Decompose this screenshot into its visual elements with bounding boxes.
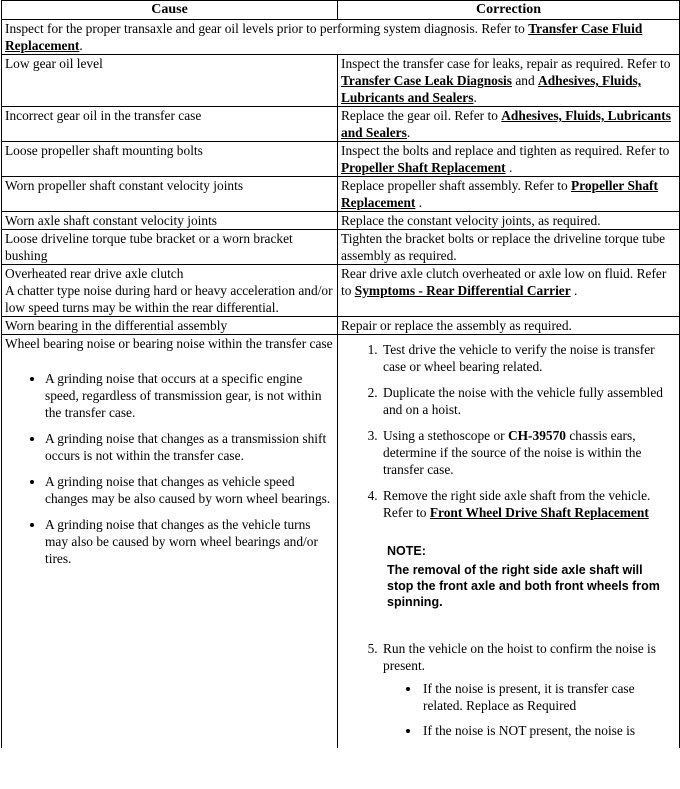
- table-row: [2, 230, 680, 265]
- propeller-shaft-link[interactable]: Propeller Shaft Replacement: [341, 160, 506, 175]
- diagnosis-table: [1, 0, 680, 748]
- adhesives-link[interactable]: Adhesives, Fluids, Lubricants and Sealers: [341, 73, 642, 105]
- bullet-list: [5, 370, 334, 567]
- cause-cell: Loose propeller shaft mounting bolts: [2, 142, 338, 177]
- cause-text: Overheated rear drive axle clutch: [5, 266, 184, 281]
- correction-text: .: [473, 90, 477, 105]
- table-row: [2, 107, 680, 142]
- correction-cell: [338, 177, 680, 212]
- list-item: [381, 427, 676, 478]
- list-item: [381, 487, 676, 610]
- correction-text: .: [570, 283, 578, 298]
- correction-cell: [338, 142, 680, 177]
- adhesives-link[interactable]: Adhesives, Fluids, Lubricants and Sealers: [341, 108, 671, 140]
- correction-cell: Tighten the bracket bolts or replace the driveline torque tube assembly as required.: [338, 230, 680, 265]
- header-row: [2, 1, 680, 20]
- correction-text: Inspect the transfer case for leaks, repair as required. Refer to: [341, 56, 671, 71]
- list-item: • A grinding noise that changes as the vehicle turns may also be caused by worn wheel bearings and/or tires.: [45, 516, 334, 567]
- table-row: [2, 335, 680, 749]
- transfer-case-fluid-link[interactable]: Transfer Case Fluid Replacement: [5, 21, 643, 53]
- intro-end: .: [79, 38, 83, 53]
- cause-cell: [2, 335, 338, 749]
- note-heading: NOTE:: [387, 544, 426, 558]
- propeller-shaft-link[interactable]: Propeller Shaft Replacement: [341, 178, 658, 210]
- list-item: 1. Test drive the vehicle to verify the noise is transfer case or wheel bearing related.: [381, 341, 676, 375]
- correction-text: Inspect the bolts and replace and tighten as required. Refer to: [341, 143, 670, 158]
- step-text: chassis ears, determine if the source of the noise is within the transfer case.: [383, 428, 642, 477]
- list-item: • If the noise is present, it is transfer case related. Replace as Required: [421, 680, 676, 714]
- cause-cell: Incorrect gear oil in the transfer case: [2, 107, 338, 142]
- cause-detail: A chatter type noise during hard or heavy acceleration and/or low speed turns may be within the rear differential.: [5, 283, 333, 315]
- table-row: [2, 317, 680, 335]
- correction-cell: [338, 107, 680, 142]
- correction-text: Replace propeller shaft assembly. Refer to: [341, 178, 572, 193]
- cause-text: Wheel bearing noise or bearing noise within the transfer case: [5, 336, 333, 351]
- table-row: [2, 142, 680, 177]
- cause-cell: Worn axle shaft constant velocity joints: [2, 212, 338, 230]
- note-body: The removal of the right side axle shaft will stop the front axle and both front wheels from spinning.: [387, 563, 660, 609]
- tool-number: CH-39570: [507, 428, 566, 443]
- correction-text: .: [415, 195, 423, 210]
- list-item: [381, 640, 676, 739]
- cause-header: Cause: [2, 1, 338, 20]
- list-item: 2. Duplicate the noise with the vehicle fully assembled and on a hoist.: [381, 384, 676, 418]
- table-row: [2, 177, 680, 212]
- step-text: Using a stethoscope or: [383, 428, 508, 443]
- cause-cell: Loose driveline torque tube bracket or a worn bracket bushing: [2, 230, 338, 265]
- intro-text: Inspect for the proper transaxle and gear oil levels prior to performing system diagnosis. Refer to: [5, 21, 529, 36]
- leak-diagnosis-link[interactable]: Transfer Case Leak Diagnosis: [341, 73, 512, 88]
- rear-differential-link[interactable]: Symptoms - Rear Differential Carrier: [354, 283, 571, 298]
- correction-text: Replace the gear oil. Refer to: [341, 108, 502, 123]
- cause-cell: Worn propeller shaft constant velocity joints: [2, 177, 338, 212]
- list-item: • A grinding noise that changes as vehicle speed changes may be also caused by worn wheel bearings.: [45, 473, 334, 507]
- sub-list: [383, 680, 676, 739]
- cause-cell: Low gear oil level: [2, 55, 338, 107]
- note-box: [387, 543, 672, 610]
- correction-cell: [338, 335, 680, 749]
- table-row: [2, 265, 680, 317]
- list-item: • A grinding noise that occurs at a specific engine speed, regardless of transmission gear, is not within the transfer case.: [45, 370, 334, 421]
- correction-cell: Repair or replace the assembly as required.: [338, 317, 680, 335]
- correction-cell: Replace the constant velocity joints, as required.: [338, 212, 680, 230]
- table-row: [2, 212, 680, 230]
- cause-cell: Worn bearing in the differential assembly: [2, 317, 338, 335]
- cause-cell: [2, 265, 338, 317]
- front-wheel-drive-shaft-link[interactable]: Front Wheel Drive Shaft Replacement: [429, 505, 649, 520]
- correction-header: Correction: [338, 1, 680, 20]
- list-item: • A grinding noise that changes as a transmission shift occurs is not within the transfer case.: [45, 430, 334, 464]
- correction-text: and: [512, 73, 539, 88]
- intro-row: [2, 20, 680, 55]
- correction-cell: [338, 265, 680, 317]
- step-text: Run the vehicle on the hoist to confirm the noise is present.: [383, 641, 656, 673]
- intro-cell: [2, 20, 680, 55]
- list-item: • If the noise is NOT present, the noise is: [421, 722, 676, 739]
- correction-text: Rear drive axle clutch overheated or axle low on fluid. Refer to: [341, 266, 667, 298]
- correction-text: .: [406, 125, 411, 140]
- steps-list: [341, 341, 676, 739]
- table-row: [2, 55, 680, 107]
- step-text: Remove the right side axle shaft from the vehicle. Refer to: [383, 488, 651, 520]
- correction-cell: [338, 55, 680, 107]
- correction-text: .: [505, 160, 513, 175]
